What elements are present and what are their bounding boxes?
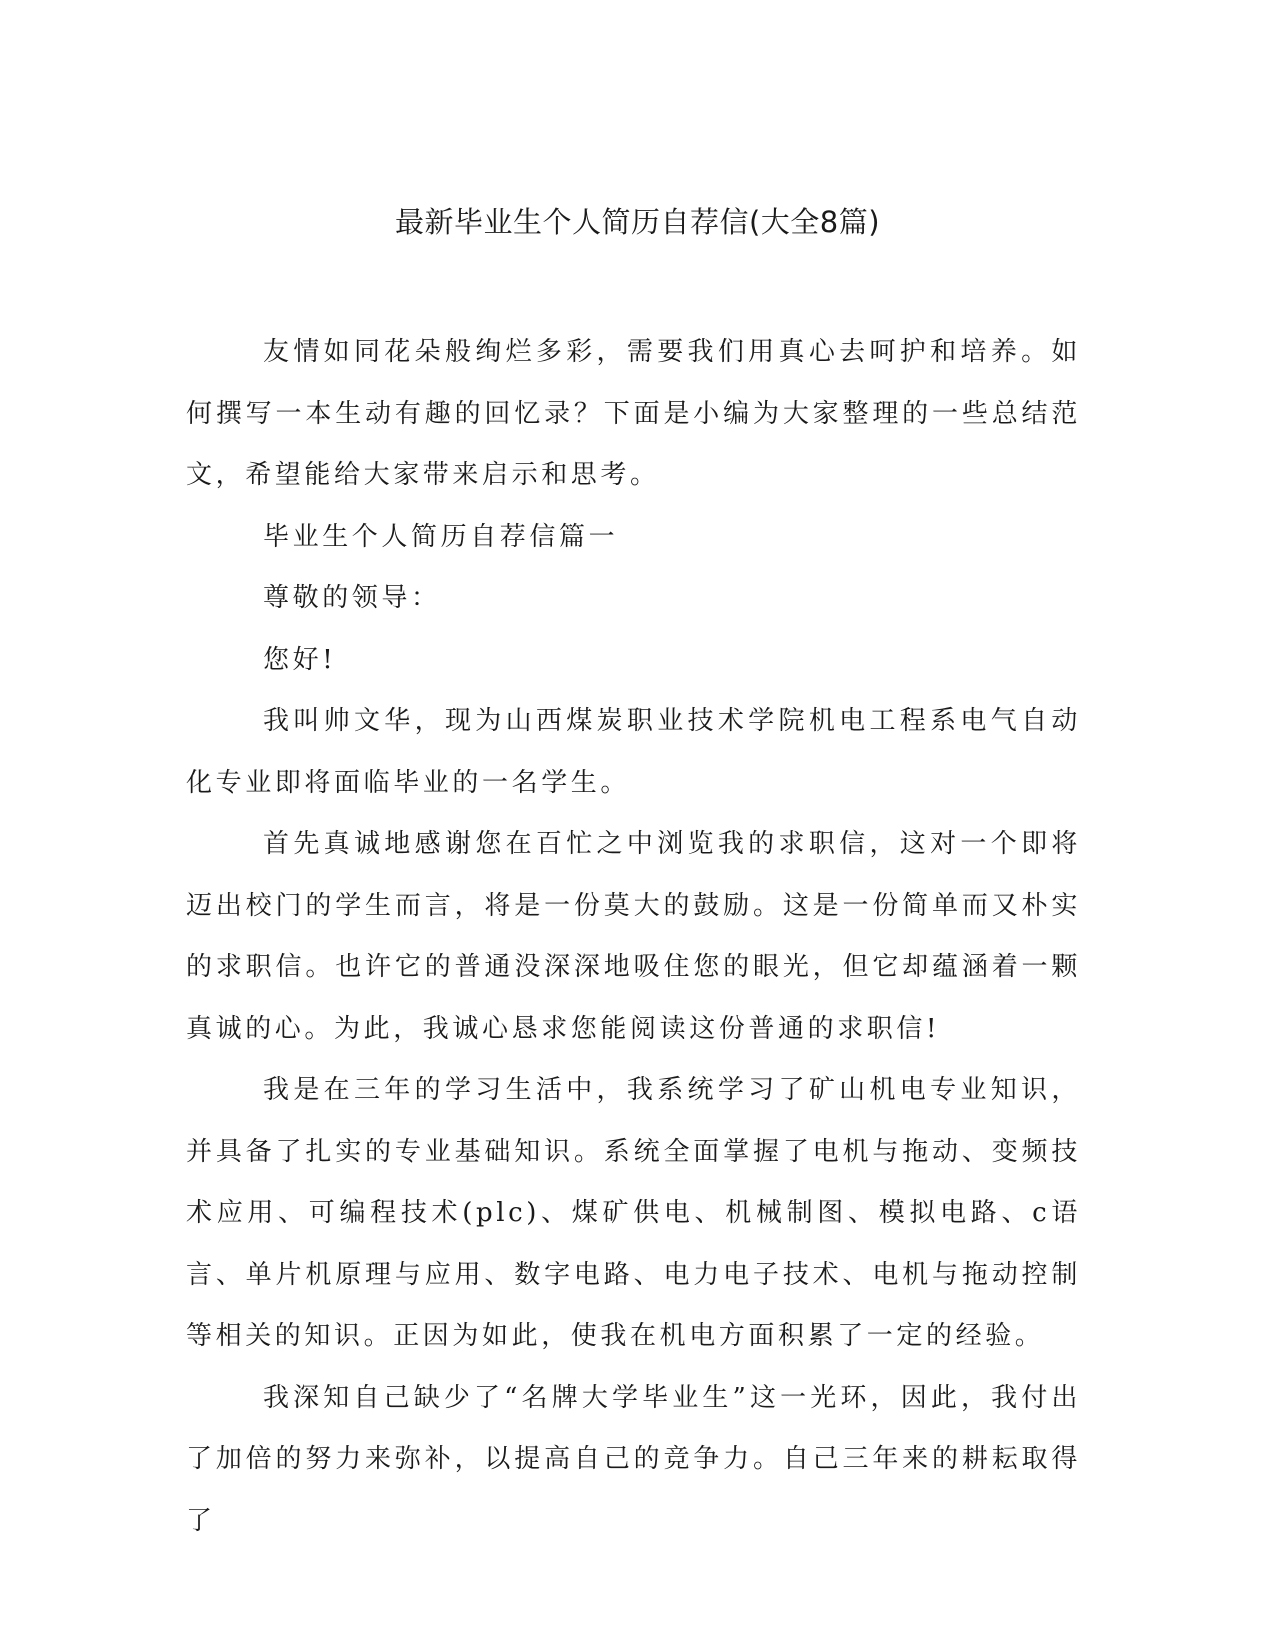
document-body: [186, 322, 1081, 1552]
paragraph-study: 我是在三年的学习生活中，我系统学习了矿山机电专业知识，并具备了扎实的专业基础知识。系统全面掌握了电机与拖动、变频技术应用、可编程技术(plc)、煤矿供电、机械制图、模拟电路、c语言、单片机原理与应用、数字电路、电力电子技术、电机与拖动控制等相关的知识。正因为如此，使我在机电方面积累了一定的经验。: [186, 1075, 1081, 1351]
paragraph-effort: 我深知自己缺少了“名牌大学毕业生”这一光环，因此，我付出了加倍的努力来弥补，以提高自己的竞争力。自己三年来的耕耘取得了: [186, 1382, 1081, 1536]
document-title: 最新毕业生个人简历自荐信(大全8篇): [394, 205, 881, 239]
paragraph-thanks: 首先真诚地感谢您在百忙之中浏览我的求职信，这对一个即将迈出校门的学生而言，将是一份莫大的鼓励。这是一份简单而又朴实的求职信。也许它的普通没深深地吸住您的眼光，但它却蕴涵着一颗真诚的心。为此，我诚心恳求您能阅读这份普通的求职信!: [186, 829, 1081, 1044]
salutation: 尊敬的领导：: [263, 583, 441, 613]
paragraph-intro: 友情如同花朵般绚烂多彩，需要我们用真心去呵护和培养。如何撰写一本生动有趣的回忆录？下面是小编为大家整理的一些总结范文，希望能给大家带来启示和思考。: [186, 337, 1081, 490]
greeting: 您好!: [263, 644, 337, 675]
paragraph-self-intro: 我叫帅文华，现为山西煤炭职业技术学院机电工程系电气自动化专业即将面临毕业的一名学生。: [186, 706, 1081, 798]
section-heading: 毕业生个人简历自荐信篇一: [263, 521, 619, 552]
